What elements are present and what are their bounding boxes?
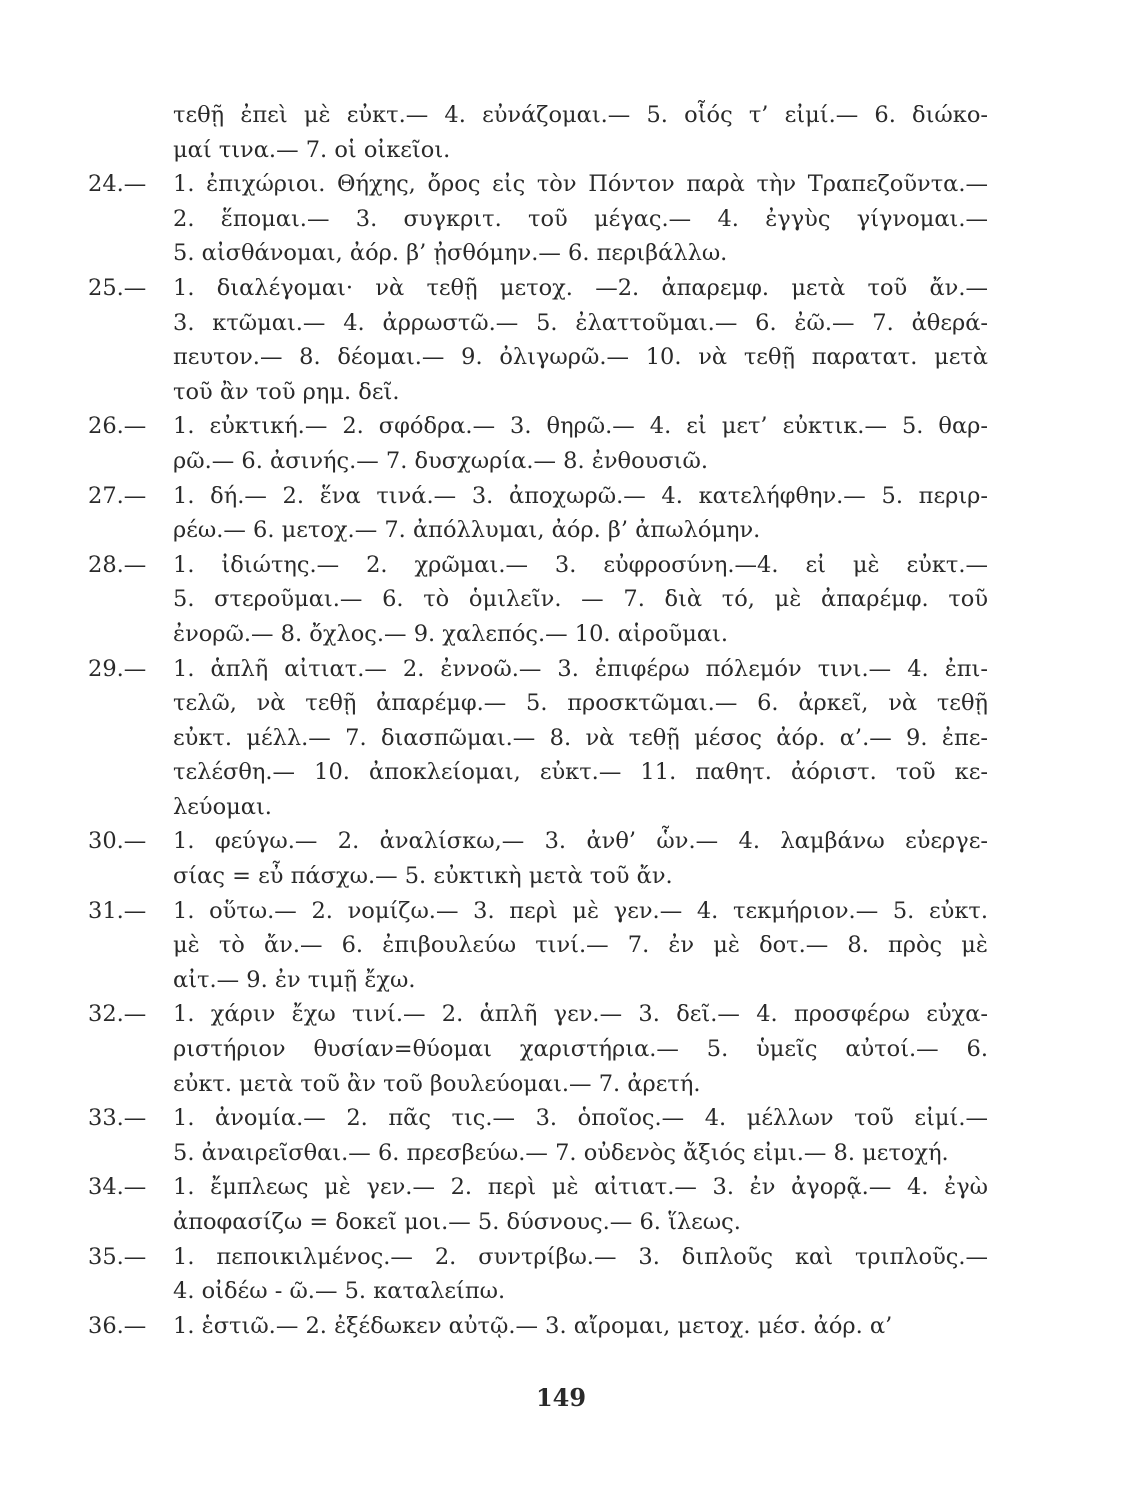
entry-number: 35.— [88, 1243, 147, 1270]
entry-line: ριστήριον θυσίαν=θύομαι χαριστήρια.— 5. ὑμεῖς αὐτοί.— 6. [173, 1036, 988, 1063]
answer-entry [88, 1240, 988, 1309]
entry-line: 1. ἰδιώτης.— 2. χρῶμαι.— 3. εὐφροσύνη.—4. εἰ μὲ εὐκτ.— [173, 551, 988, 578]
entry-number: 25.— [88, 274, 147, 301]
answer-entry [88, 167, 988, 271]
entry-line: αἰτ.— 9. ἐν τιμῇ ἔχω. [173, 966, 416, 993]
answer-entry [88, 479, 988, 548]
answer-entry [88, 997, 988, 1101]
entry-line: πευτον.— 8. δέομαι.— 9. ὀλιγωρῶ.— 10. νὰ τεθῇ παρατατ. μετὰ [173, 344, 988, 371]
entry-number: 33.— [88, 1105, 147, 1132]
answer-entry [88, 548, 988, 652]
entry-number: 29.— [88, 655, 147, 682]
answer-entry [88, 409, 988, 478]
entry-line: 1. ἀνομία.— 2. πᾶς τις.— 3. ὁποῖος.— 4. μέλλων τοῦ εἰμί.— [173, 1105, 988, 1132]
entry-line: 2. ἕπομαι.— 3. συγκριτ. τοῦ μέγας.— 4. ἐγγὺς γίγνομαι.— [173, 205, 988, 232]
entry-line: μὲ τὸ ἄν.— 6. ἐπιβουλεύω τινί.— 7. ἐν μὲ δοτ.— 8. πρὸς μὲ [173, 932, 988, 959]
entry-line: τελέσθη.— 10. ἀποκλείομαι, εὐκτ.— 11. παθητ. ἀόριστ. τοῦ κε- [173, 759, 988, 786]
page-number: 149 [535, 1383, 587, 1412]
entry-line: 1. ἔμπλεως μὲ γεν.— 2. περὶ μὲ αἰτιατ.— 3. ἐν ἀγορᾷ.— 4. ἐγὼ [173, 1174, 988, 1201]
entry-line: τεθῇ ἐπεὶ μὲ εὐκτ.— 4. εὐνάζομαι.— 5. οἷός τ’ εἰμί.— 6. διώκο- [173, 102, 988, 128]
entry-number: 24.— [88, 171, 147, 198]
answer-entry [88, 894, 988, 998]
answer-entry [88, 98, 988, 167]
answer-entry [88, 271, 988, 409]
entry-line: 1. διαλέγομαι· νὰ τεθῇ μετοχ. —2. ἀπαρεμφ. μετὰ τοῦ ἄν.— [173, 274, 988, 301]
entry-number: 36.— [88, 1312, 147, 1339]
entry-line: ἀποφασίζω = δοκεῖ μοι.— 5. δύσνους.— 6. ἵλεως. [173, 1209, 741, 1235]
entry-line: ρῶ.— 6. ἀσινής.— 7. δυσχωρία.— 8. ἐνθουσιῶ. [173, 447, 708, 474]
entry-line: μαί τινα.— 7. οἱ οἰκεῖοι. [173, 136, 451, 163]
answer-entry [88, 1170, 988, 1239]
entry-line: λεύομαι. [173, 793, 272, 820]
entry-line: 1. δή.— 2. ἕνα τινά.— 3. ἀποχωρῶ.— 4. κατελήφθην.— 5. περιρ- [173, 482, 988, 509]
entry-number: 31.— [88, 897, 147, 924]
answer-entry [88, 652, 988, 825]
entry-line: εὐκτ. μετὰ τοῦ ἂν τοῦ βουλεύομαι.— 7. ἀρετή. [173, 1070, 701, 1097]
entry-line: 1. ἐπιχώριοι. Θήχης, ὄρος εἰς τὸν Πόντον παρὰ τὴν Τραπεζοῦντα.— [173, 171, 988, 198]
entry-line: εὐκτ. μέλλ.— 7. διασπῶμαι.— 8. νὰ τεθῇ μέσος ἀόρ. α’.— 9. ἐπε- [173, 724, 988, 751]
entry-line: ρέω.— 6. μετοχ.— 7. ἀπόλλυμαι, ἀόρ. β’ ἀπωλόμην. [173, 517, 761, 544]
entry-line: 5. στεροῦμαι.— 6. τὸ ὁμιλεῖν. — 7. διὰ τό, μὲ ἀπαρέμφ. τοῦ [173, 586, 988, 613]
entry-number: 30.— [88, 828, 147, 855]
entry-line: 1. οὕτω.— 2. νομίζω.— 3. περὶ μὲ γεν.— 4. τεκμήριον.— 5. εὐκτ. [173, 897, 988, 924]
answer-entry [88, 1309, 988, 1344]
entry-line: τελῶ, νὰ τεθῇ ἀπαρέμφ.— 5. προσκτῶμαι.— 6. ἀρκεῖ, νὰ τεθῇ [173, 690, 988, 717]
entry-line: σίας = εὖ πάσχω.— 5. εὐκτικὴ μετὰ τοῦ ἄν. [173, 863, 673, 890]
entry-line: 1. πεποικιλμένος.— 2. συντρίβω.— 3. διπλοῦς καὶ τριπλοῦς.— [173, 1243, 988, 1270]
entry-line: ἐνορῶ.— 8. ὄχλος.— 9. χαλεπός.— 10. αἱροῦμαι. [173, 620, 728, 647]
entry-line: 5. ἀναιρεῖσθαι.— 6. πρεσβεύω.— 7. οὐδενὸς ἄξιός εἰμι.— 8. μετοχή. [173, 1139, 949, 1166]
entry-number: 27.— [88, 482, 147, 509]
entry-line: 1. χάριν ἔχω τινί.— 2. ἁπλῆ γεν.— 3. δεῖ.— 4. προσφέρω εὐχα- [173, 1001, 988, 1028]
answer-entry [88, 1101, 988, 1170]
answer-entry [88, 824, 988, 893]
entry-number: 28.— [88, 551, 147, 578]
entry-line: 3. κτῶμαι.— 4. ἀρρωστῶ.— 5. ἐλαττοῦμαι.— 6. ἐῶ.— 7. ἀθερά- [173, 309, 988, 336]
entry-line: 1. ἁπλῆ αἰτιατ.— 2. ἐννοῶ.— 3. ἐπιφέρω πόλεμόν τινι.— 4. ἐπι- [173, 655, 988, 682]
entry-number: 32.— [88, 1001, 147, 1028]
entry-line: 1. φεύγω.— 2. ἀναλίσκω,— 3. ἀνθ’ ὧν.— 4. λαμβάνω εὐεργε- [173, 828, 988, 855]
entry-number: 34.— [88, 1174, 147, 1201]
exercise-answer-list [88, 98, 988, 1343]
entry-line: 4. οἰδέω - ῶ.— 5. καταλείπω. [173, 1278, 506, 1305]
entry-line: 5. αἰσθάνομαι, ἀόρ. β’ ᾐσθόμην.— 6. περιβάλλω. [173, 240, 728, 267]
entry-number: 26.— [88, 413, 147, 440]
entry-line: τοῦ ἂν τοῦ ρημ. δεῖ. [173, 378, 400, 405]
entry-line: 1. εὐκτική.— 2. σφόδρα.— 3. θηρῶ.— 4. εἰ μετ’ εὐκτικ.— 5. θαρ- [173, 413, 988, 440]
entry-line: 1. ἑστιῶ.— 2. ἐξέδωκεν αὐτῷ.— 3. αἴρομαι, μετοχ. μέσ. ἀόρ. α’ [173, 1312, 893, 1339]
